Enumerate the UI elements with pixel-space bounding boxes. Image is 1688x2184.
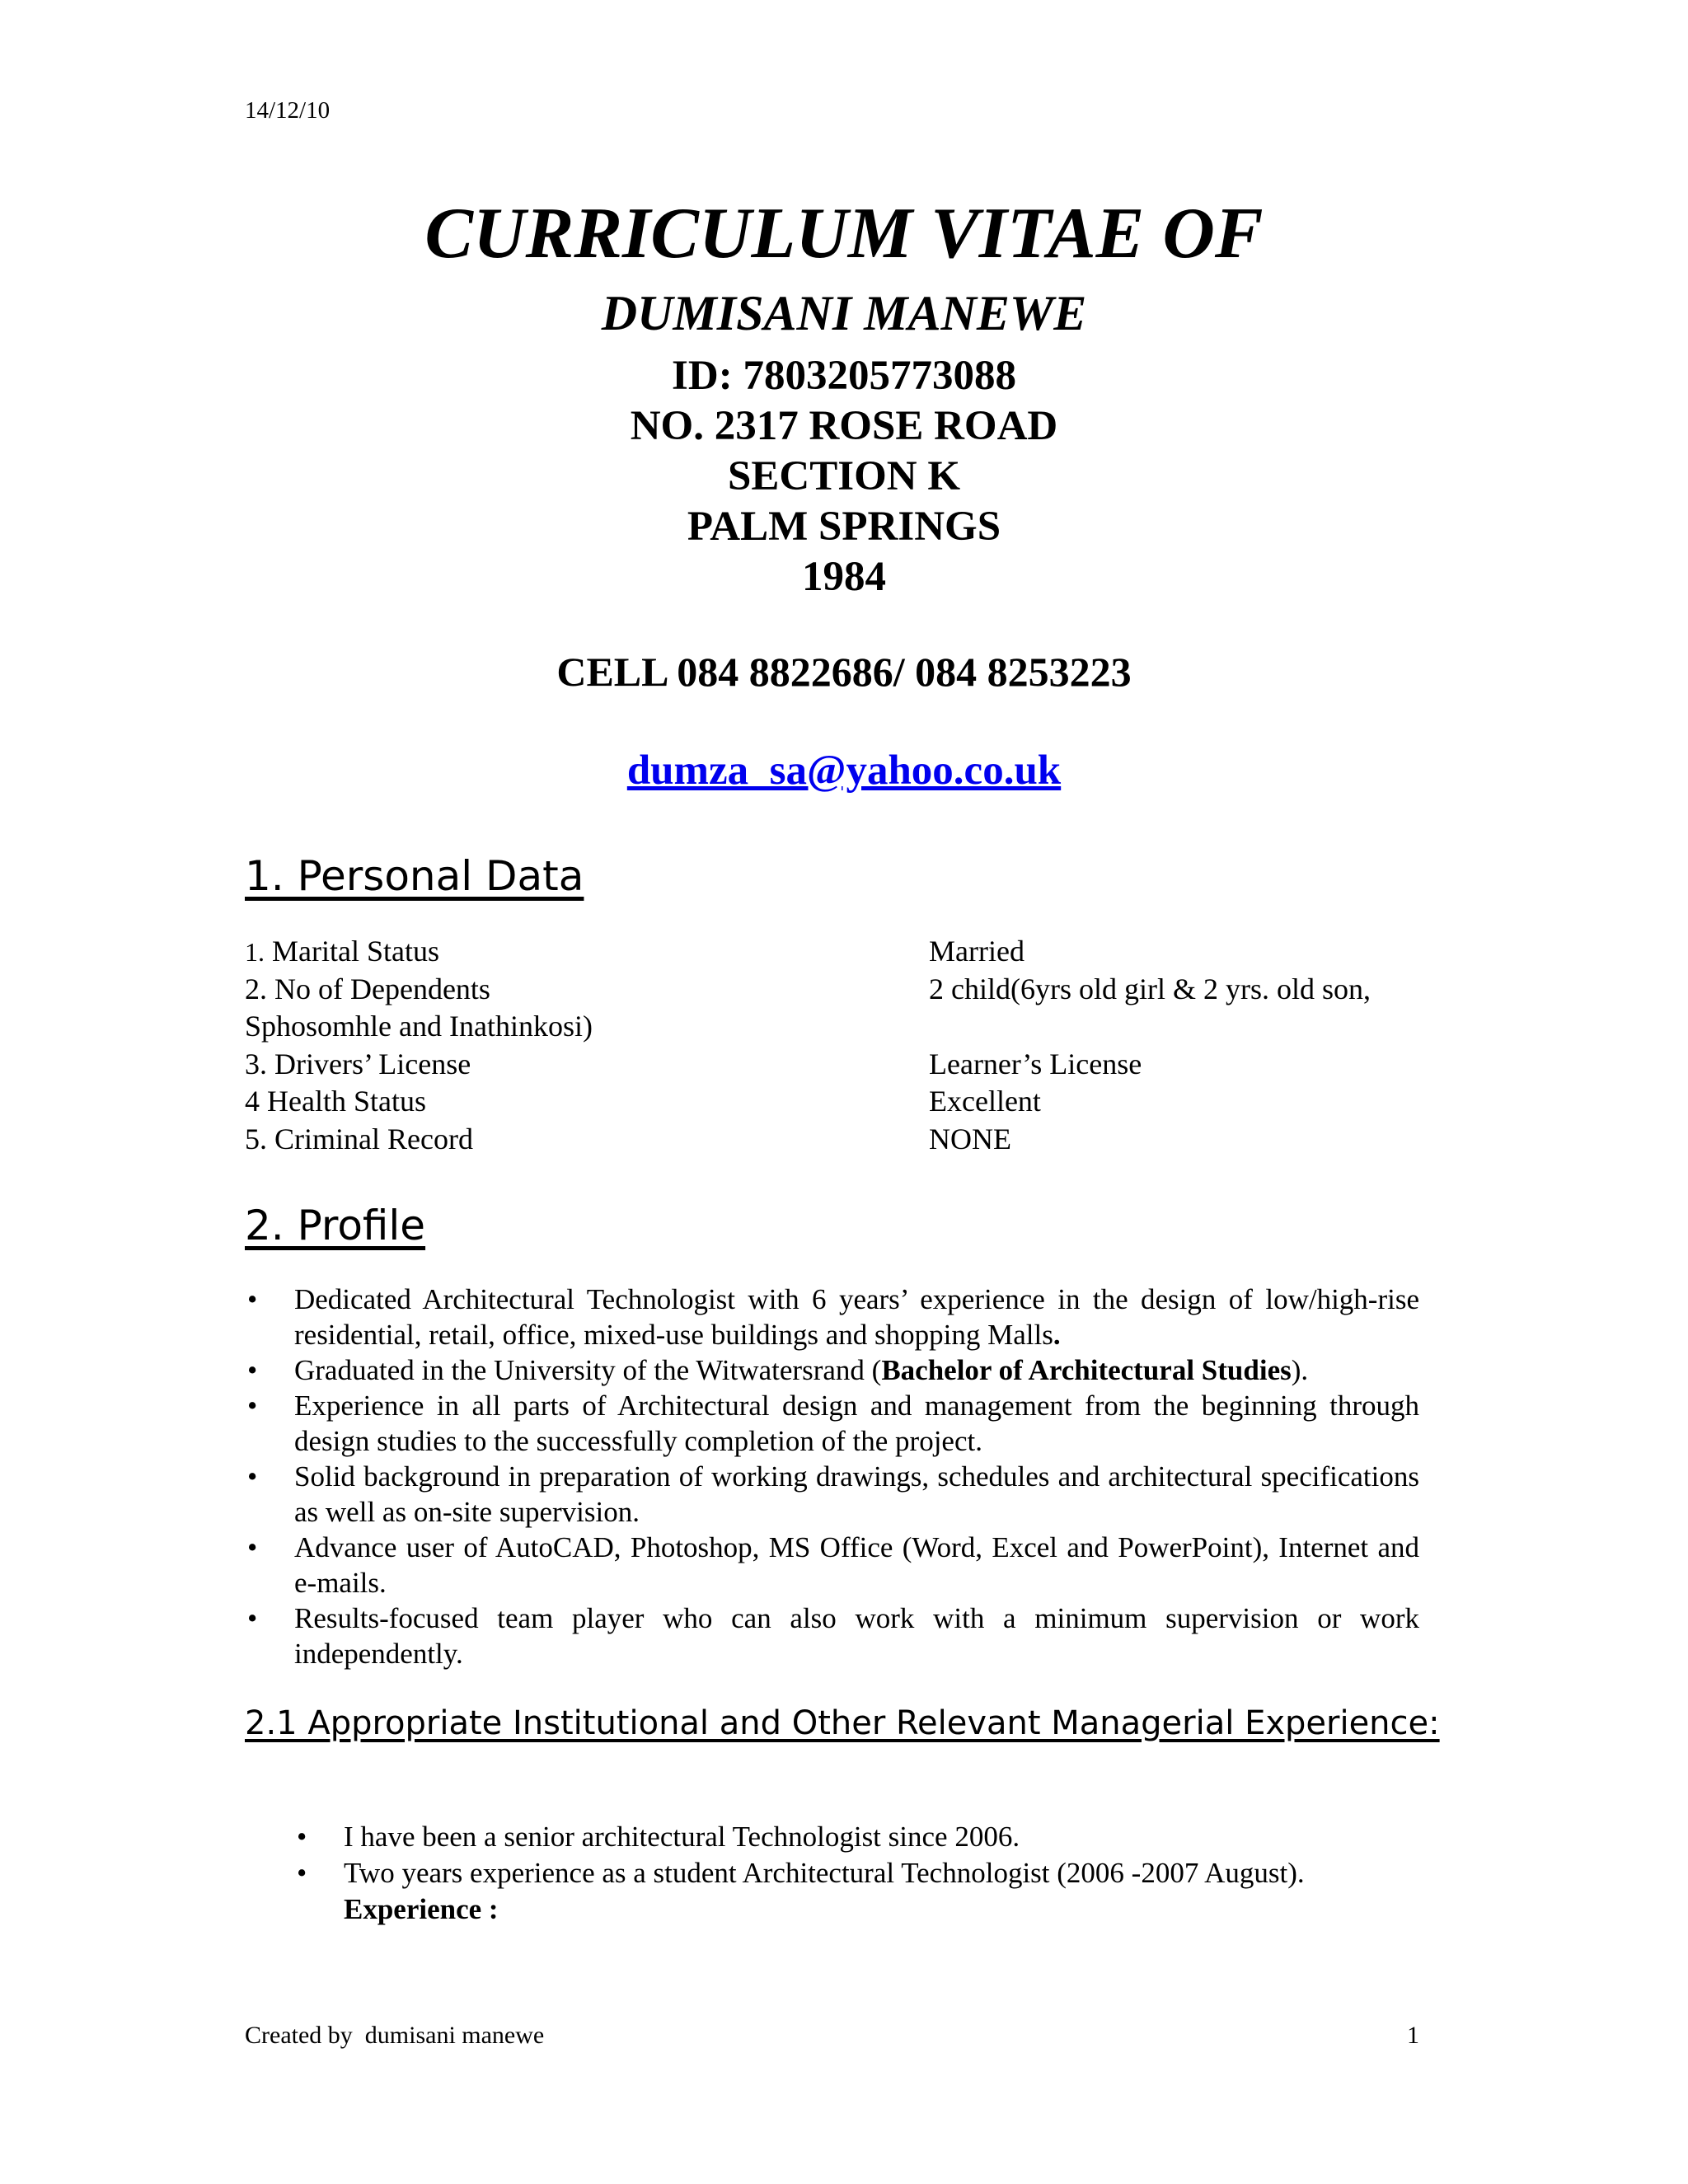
email-link[interactable]: dumza_sa@yahoo.co.uk — [626, 748, 1062, 794]
row-value: Excellent — [929, 1085, 1041, 1118]
row-label: 3. Drivers’ License — [245, 1047, 471, 1080]
row-label: 4 Health Status — [245, 1085, 426, 1118]
list-item: • Graduated in the University of the Witwatersrand (Bachelor of Architectural Studies). — [247, 1354, 1309, 1386]
bullet-icon: • — [247, 1531, 258, 1563]
list-item: • I have been a senior architectural Technologist since 2006. — [294, 1819, 1448, 1855]
address-line: NO. 2317 ROSE ROAD — [630, 403, 1058, 449]
bullet-icon: • — [247, 1390, 258, 1422]
table-row — [245, 1008, 1419, 1046]
profile-list — [245, 1282, 1419, 1671]
postal-code: 1984 — [802, 554, 886, 600]
footer-author: Created by dumisani manewe — [245, 2022, 545, 2049]
bullet-icon: • — [247, 1602, 258, 1634]
section-heading-personal-data: 1. Personal Data — [245, 852, 584, 900]
list-item: • Dedicated Architectural Technologist with 6 years’ experience in the design of low/high-rise residential, retail, office, mixed-use buildings and shopping Malls. — [247, 1283, 1419, 1351]
table-row — [245, 971, 1419, 1009]
email-block — [0, 750, 1688, 792]
table-row — [245, 1083, 1419, 1121]
section-heading-profile: 2. Profile — [245, 1202, 426, 1249]
row-value: Learner’s License — [929, 1047, 1142, 1080]
row-value: 2 child(6yrs old girl & 2 yrs. old son, — [929, 972, 1371, 1005]
row-label: 1. Marital Status — [245, 935, 439, 968]
row-value: NONE — [929, 1122, 1011, 1155]
table-row — [245, 1121, 1419, 1159]
bullet-icon: • — [297, 1821, 307, 1853]
page-footer — [245, 2022, 1419, 2050]
cell-numbers: CELL 084 8822686/ 084 8253223 — [556, 649, 1132, 695]
cv-title: CURRICULUM VITAE OF — [424, 194, 1264, 274]
list-item: • Results-focused team player who can also work with a minimum supervision or work independently. — [247, 1602, 1419, 1670]
table-row — [245, 933, 1419, 971]
row-label: Sphosomhle and Inathinkosi) — [245, 1010, 593, 1043]
row-value: Married — [929, 935, 1025, 968]
row-label: 5. Criminal Record — [245, 1122, 473, 1155]
section-heading-managerial-experience: 2.1 Appropriate Institutional and Other Relevant Managerial Experience: — [245, 1704, 1440, 1742]
address-line: SECTION K — [728, 453, 960, 499]
table-row — [245, 1046, 1419, 1084]
list-item: • Experience in all parts of Architectural design and management from the beginning through design studies to the successfully completion of the project. — [247, 1390, 1419, 1457]
bullet-icon: • — [247, 1460, 258, 1493]
row-label: 2. No of Dependents — [245, 972, 490, 1005]
experience-list — [294, 1819, 1448, 1928]
bullet-icon: • — [247, 1283, 258, 1315]
id-and-address-block — [0, 351, 1688, 602]
bullet-icon: • — [297, 1857, 307, 1889]
address-line: PALM SPRINGS — [687, 504, 1001, 550]
list-item: • Solid background in preparation of working drawings, schedules and architectural specifications as well as on-site supervision. — [247, 1460, 1419, 1528]
personal-data-table — [245, 933, 1419, 1158]
id-number: ID: 7803205773088 — [672, 353, 1016, 399]
experience-label: Experience : — [344, 1893, 499, 1925]
bullet-icon: • — [247, 1354, 258, 1386]
list-item: • Two years experience as a student Architectural Technologist (2006 -2007 August). Experience : — [297, 1857, 1305, 1925]
document-date: 14/12/10 — [245, 97, 331, 124]
applicant-name: DUMISANI MANEWE — [601, 286, 1087, 340]
list-item: • Advance user of AutoCAD, Photoshop, MS Office (Word, Excel and PowerPoint), Internet and e-mails. — [247, 1531, 1419, 1599]
page-number: 1 — [1407, 2022, 1419, 2049]
